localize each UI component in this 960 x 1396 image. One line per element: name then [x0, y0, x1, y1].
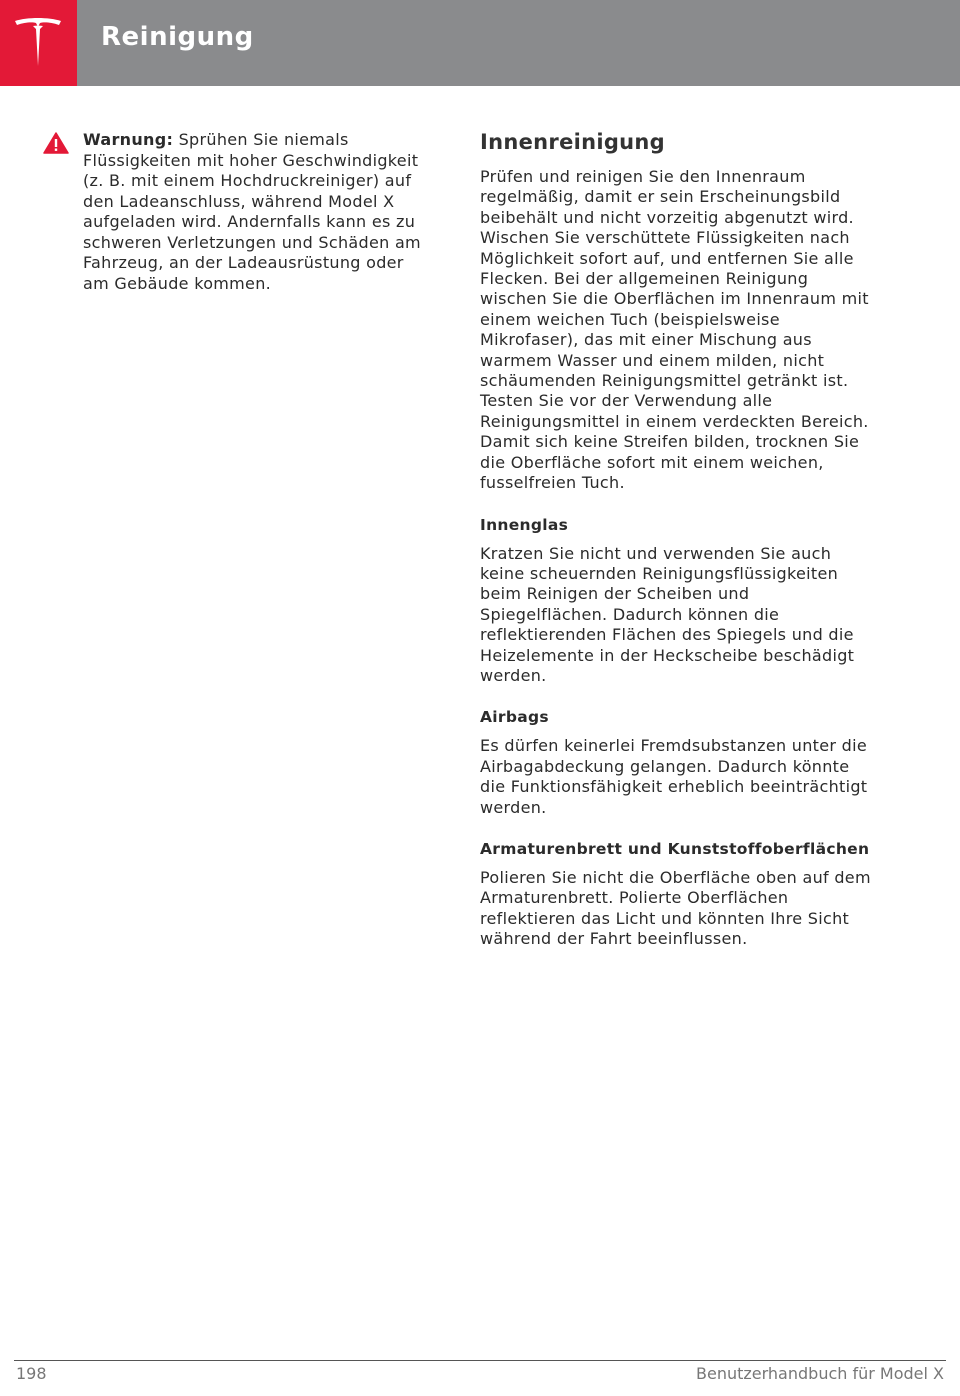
footer-divider [14, 1360, 946, 1361]
paragraph-airbags: Es dürfen keinerlei Fremdsubstanzen unter die Airbagabdeckung gelangen. Dadurch könnte die Funktionsfähigkeit erheblich beeinträchtigt werden. [480, 736, 868, 817]
page-header [0, 0, 960, 86]
interior-cleaning-section [480, 130, 876, 950]
tesla-logo-icon [13, 17, 63, 69]
paragraph-innenglas: Kratzen Sie nicht und verwenden Sie auch keine scheuernden Reinigungsflüssigkeiten beim Reinigen der Scheiben und Spiegelflächen. Dadurch können die reflektierenden Flächen des Spiegels und die Heizelemente in der Heckscheibe beschädigt werden. [480, 543, 855, 685]
subhead-armaturenbrett: Armaturenbrett und Kunststoffoberflächen [480, 839, 870, 858]
paragraph-armaturenbrett: Polieren Sie nicht die Oberfläche oben auf dem Armaturenbrett. Polierte Oberflächen reflektieren das Licht und könnten Ihre Sicht während der Fahrt beeinflussen. [480, 867, 871, 949]
warning-text [83, 130, 435, 294]
warning-triangle-icon [43, 132, 69, 154]
page-number: 198 [16, 1364, 47, 1383]
subhead-airbags: Airbags [480, 708, 549, 727]
section-intro: Prüfen und reinigen Sie den Innenraum regelmäßig, damit er sein Erscheinungsbild beibehält und nicht vorzeitig abgenutzt wird. Wischen Sie verschüttete Flüssigkeiten nach Möglichkeit sofort auf, und entfernen Sie alle Flecken. Bei der allgemeinen Reinigung wischen Sie die Oberflächen im Innenraum mit einem weichen Tuch (beispielsweise Mikrofaser), das mit einer Mischung aus warmem Wasser und einem milden, nicht schäumenden Reinigungsmittel getränkt ist. Testen Sie vor der Verwendung alle Reinigungsmittel in einem verdeckten Bereich. Damit sich keine Streifen bilden, trocknen Sie die Oberfläche sofort mit einem weichen, fusselfreien Tuch. [480, 167, 869, 493]
page-title: Reinigung [101, 22, 254, 52]
manual-name: Benutzerhandbuch für Model X [696, 1364, 944, 1383]
section-title: Innenreinigung [480, 130, 666, 154]
warning-body: Sprühen Sie niemals Flüssigkeiten mit hoher Geschwindigkeit (z. B. mit einem Hochdruckreiniger) auf den Ladeanschluss, während Model X aufgeladen wird. Andernfalls kann es zu schweren Verletzungen und Schäden am Fahrzeug, an der Ladeausrüstung oder am Gebäude kommen. [83, 130, 421, 293]
warning-block [43, 130, 435, 294]
warning-label: Warnung: [83, 130, 174, 149]
subhead-innenglas: Innenglas [480, 515, 569, 534]
brand-logo-box [0, 0, 77, 86]
